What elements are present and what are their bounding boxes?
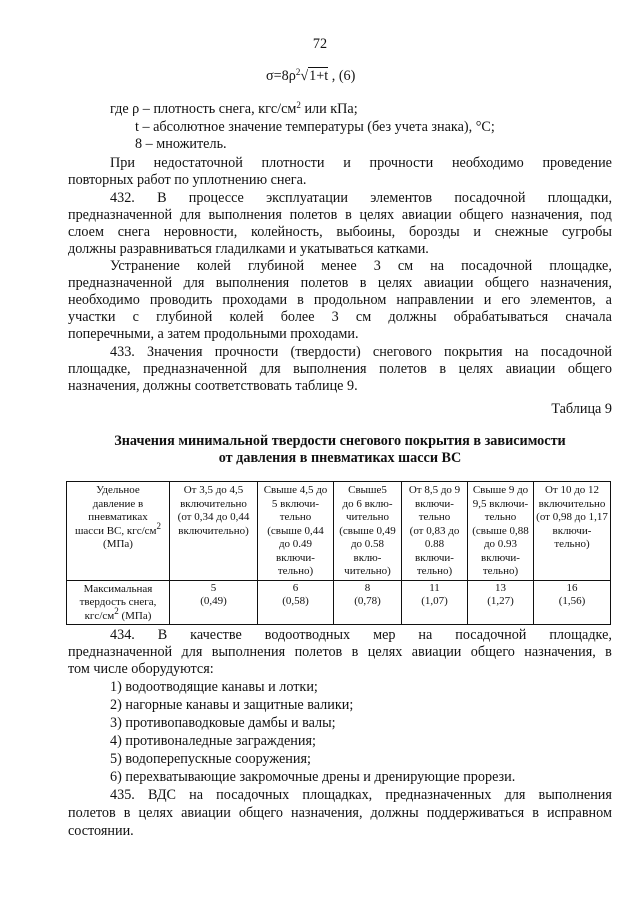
word: посадочной (454, 190, 526, 206)
hardness-col-3 (334, 580, 402, 625)
cell-line: включительно (538, 497, 606, 510)
where-line-2: t – абсолютное значение температуры (без учета знака), °С; (135, 119, 495, 135)
cell-line: (1,27) (487, 595, 514, 607)
cell-line: От 8,5 до 9 (408, 484, 461, 496)
cell-line: включи- (276, 551, 315, 564)
pressure-col-6 (534, 482, 611, 581)
word: полетов (289, 207, 338, 223)
list-item: 1) водоотводящие канавы и лотки; (110, 679, 318, 695)
p433-l3: назначения, должны соответствовать таблице 9. (68, 378, 358, 394)
cell-line: 16 (566, 581, 578, 594)
word: с (132, 309, 139, 325)
list-item: 2) нагорные канавы и защитные валики; (110, 697, 354, 713)
word: колей (196, 258, 231, 274)
header-line: давление в (92, 497, 144, 510)
cell-line: 5 (210, 581, 217, 594)
word: качестве (190, 627, 242, 643)
word: на (514, 344, 529, 360)
header-line: Максимальная (83, 582, 153, 595)
word: неровности, (163, 224, 238, 240)
word: сугробы (561, 224, 612, 240)
word: недостаточной (153, 155, 243, 171)
word: выполнения (293, 361, 367, 377)
word: 3 (331, 309, 339, 325)
word: 434. (110, 627, 135, 643)
word: общего (567, 361, 612, 377)
word: При (110, 155, 135, 171)
word: целях (138, 805, 174, 821)
word: назначения, (540, 275, 612, 291)
word: должны (370, 805, 419, 821)
word: предназначенной (68, 275, 173, 291)
word: для (179, 207, 201, 223)
word: колей (229, 309, 264, 325)
cell-line: тельно) (554, 538, 590, 550)
word: назначения, (511, 207, 583, 223)
word: направлении (396, 292, 474, 308)
word: необходимо (68, 292, 140, 308)
header-line: твердость снега, (79, 596, 157, 608)
cell-line: 8 (364, 581, 371, 594)
word: а (605, 292, 612, 308)
word: выполнения (211, 644, 286, 660)
hardness-col-6 (534, 580, 611, 625)
cell-line: Свыше 4,5 до (263, 484, 328, 496)
word: водоотводных (264, 627, 351, 643)
ruts-l2 (68, 275, 612, 292)
word: исправном (546, 805, 612, 821)
word: площадках, (302, 787, 373, 803)
cell-line: 11 (429, 581, 440, 594)
word: предназначенной (68, 207, 173, 223)
word: и (343, 155, 351, 171)
cell-line: (1,07) (421, 595, 448, 607)
cell-line: Свыше5 (348, 484, 387, 496)
hardness-col-5 (468, 580, 534, 625)
cell-line: Свыше 9 до (472, 484, 529, 496)
cell-line: чительно) (344, 565, 391, 577)
cell-line: до 6 вклю- (342, 497, 393, 510)
p435-l2 (68, 805, 612, 822)
word: выполнения (215, 275, 290, 291)
word: Значения (146, 344, 203, 360)
word: проведение (542, 155, 612, 171)
table-9 (66, 481, 611, 625)
cell-line: От 3,5 до 4,5 (183, 484, 244, 496)
word: покрытия (444, 344, 503, 360)
formula-6 (266, 68, 355, 85)
para-density-l1 (110, 155, 612, 172)
word: посадочной (461, 258, 533, 274)
word: плотности (261, 155, 325, 171)
word: в (359, 275, 367, 291)
word: предназначенных (385, 787, 492, 803)
word: общего (470, 644, 515, 660)
word: сначала (565, 309, 612, 325)
hardness-col-2 (258, 580, 334, 625)
row-header-pressure (67, 482, 170, 581)
cell-line: От 10 до 12 (544, 484, 600, 496)
word: в (439, 361, 447, 377)
word: целях (458, 361, 494, 377)
where-text: где ρ – плотность снега, кгс/см (110, 101, 297, 117)
cell-line: включи- (481, 551, 520, 564)
ruts-l1 (110, 258, 612, 275)
word: авиации (411, 644, 462, 660)
where-text-post: или кПа; (300, 101, 358, 117)
header-sup: 2 (114, 605, 119, 616)
word: предназначенной (68, 644, 173, 660)
para-density-l2: повторных работ по уплотнению снега. (68, 172, 307, 188)
table-title-2: от давления в пневматиках шасси ВС (218, 450, 462, 466)
cell-line: (от 0,83 до (409, 524, 460, 537)
cell-line: 6 (292, 581, 299, 594)
word: 432. (110, 190, 135, 206)
word: см (397, 258, 414, 274)
cell-line: (0,49) (200, 595, 227, 607)
cell-line: включительно) (178, 524, 249, 537)
pressure-col-2 (258, 482, 334, 581)
p434-l3: том числе оборудуются: (68, 661, 214, 677)
cell-line: включительно (180, 497, 247, 510)
word: предназначенной (143, 361, 248, 377)
word: и (473, 224, 481, 240)
word: продольном (313, 292, 387, 308)
word: участки (68, 309, 116, 325)
pressure-col-1 (170, 482, 258, 581)
p434-l1 (110, 627, 612, 644)
word: авиации (181, 805, 231, 821)
cell-line: 5 включи- (271, 497, 320, 510)
header-unit: кгс/см (84, 609, 115, 622)
cell-line: тельно) (277, 565, 314, 577)
word: посадочной (540, 344, 612, 360)
cell-line: (от 0,98 до 1,17 (536, 511, 608, 523)
p432-l4: должны разравниваться гладилками и укатываться катками. (68, 241, 429, 257)
word: элементов (370, 190, 433, 206)
hardness-col-4 (402, 580, 468, 625)
word: (твердости) (290, 344, 361, 360)
word: см (355, 309, 372, 325)
cell-line: тельно (484, 511, 517, 523)
cell-line: тельно) (482, 565, 519, 577)
table-title-1: Значения минимальной твердости снегового покрытия в зависимости (114, 433, 566, 449)
word: Устранение (110, 258, 180, 274)
word: авиации (401, 207, 452, 223)
word: назначения, (524, 644, 596, 660)
cell-line: тельно) (416, 565, 453, 577)
word: авиации (505, 361, 556, 377)
header-line: Удельное (96, 484, 140, 496)
word: 3 (373, 258, 381, 274)
cell-line: вклю- (353, 551, 382, 564)
where-line-1 (110, 101, 358, 118)
p432-l2 (68, 207, 612, 224)
word: в (123, 805, 131, 821)
formula-number: , (6) (328, 68, 356, 84)
word: назначения, (290, 805, 363, 821)
word: слоем (68, 224, 104, 240)
word: прочности (214, 344, 279, 360)
pressure-col-5 (468, 482, 534, 581)
word: площадки, (547, 190, 612, 206)
word: процессе (188, 190, 244, 206)
header-unit-post: (МПа) (118, 609, 152, 622)
word: обрабатываться (453, 309, 549, 325)
word: полетов (379, 361, 427, 377)
word: проводить (149, 292, 213, 308)
cell-line: 9,5 включи- (472, 497, 529, 510)
row-header-hardness (67, 580, 170, 625)
cell-line: 0.88 (424, 538, 445, 550)
cell-line: (0,58) (282, 595, 309, 607)
hardness-col-1 (170, 580, 258, 625)
cell-line: (свыше 0,88 (472, 524, 529, 537)
p433-l1 (110, 344, 612, 361)
cell-line: (свыше 0,49 (339, 524, 396, 537)
p433-l2 (68, 361, 612, 378)
word: посадочных (216, 787, 290, 803)
p434-l2 (68, 644, 612, 661)
cell-line: 13 (495, 581, 506, 594)
word: в (345, 207, 352, 223)
table-row-pressure (67, 482, 611, 581)
word: глубиной (247, 258, 305, 274)
word: площадке, (549, 627, 612, 643)
cell-line: чительно (345, 511, 389, 523)
formula-exponent: 2 (295, 67, 301, 77)
p432-l3 (68, 224, 612, 241)
word: полетов (68, 805, 116, 821)
word: глубиной (156, 309, 213, 325)
word: прочности (369, 155, 434, 171)
word: площадке, (68, 361, 131, 377)
word: полетов (294, 644, 343, 660)
word: для (183, 275, 205, 291)
ruts-l4 (68, 309, 612, 326)
header-line (67, 520, 169, 539)
cell-line: включи- (415, 551, 454, 564)
cell-line: включи- (415, 497, 454, 510)
formula-lhs: σ=8ρ (266, 68, 296, 84)
word: целях (367, 644, 403, 660)
word: на (430, 258, 445, 274)
word: для (259, 361, 281, 377)
cell-line: (0,78) (354, 595, 381, 607)
word: в (532, 805, 539, 821)
word: В (157, 627, 168, 643)
ruts-l3 (68, 292, 612, 309)
where-sup: 2 (296, 100, 301, 110)
page-number: 72 (312, 36, 328, 52)
word: в (351, 644, 359, 660)
header-unit: шасси ВС, кгс/см (74, 524, 157, 537)
header-line: пневматиках (88, 511, 148, 523)
word: площадке, (549, 258, 612, 274)
list-item: 3) противопаводковые дамбы и валы; (110, 715, 336, 731)
table-row-hardness (67, 580, 611, 625)
header-sup: 2 (156, 520, 162, 531)
word: полетов (300, 275, 349, 291)
header-line: (МПа) (103, 538, 133, 550)
cell-line: тельно (418, 511, 451, 523)
word: поддерживаться (426, 805, 525, 821)
word: выбоины, (336, 224, 396, 240)
list-item: 4) противоналедные заграждения; (110, 733, 316, 749)
pressure-col-4 (402, 482, 468, 581)
word: мер (373, 627, 396, 643)
word: борозды (409, 224, 460, 240)
cell-line: тельно (279, 511, 312, 523)
word: общего (238, 805, 283, 821)
where-line-3: 8 – множитель. (135, 136, 227, 152)
word: элементов, (530, 292, 596, 308)
word: снежные (494, 224, 549, 240)
word: более (280, 309, 315, 325)
word: на (189, 787, 204, 803)
word: эксплуатации (266, 190, 348, 206)
word: посадочной (455, 627, 527, 643)
word: снегового (372, 344, 432, 360)
word: для (504, 787, 526, 803)
word: для (181, 644, 203, 660)
word: целях (377, 275, 413, 291)
pressure-col-3 (334, 482, 402, 581)
word: выполнения (208, 207, 282, 223)
cell-line: включи- (552, 524, 592, 537)
list-item: 6) перехватывающие закромочные дрены и дренирующие прорези. (110, 769, 516, 785)
ruts-l5: поперечными, а затем продольными проходами. (68, 326, 359, 342)
formula-radicand: 1+t (309, 68, 329, 84)
cell-line: (1,56) (558, 595, 586, 607)
header-line (67, 605, 169, 624)
word: на (418, 627, 433, 643)
cell-line: до 0.93 (483, 538, 518, 550)
word: и (483, 292, 492, 308)
sqrt-sign: √ (300, 68, 309, 84)
word: под (590, 207, 612, 223)
word: общего (484, 275, 529, 291)
list-item: 5) водоперепускные сооружения; (110, 751, 311, 767)
word: 435. (110, 787, 135, 803)
word: общего (459, 207, 504, 223)
p435-l1 (110, 787, 612, 804)
table-label: Таблица 9 (551, 401, 612, 417)
word: выполнения (538, 787, 612, 803)
word: ВДС (147, 787, 177, 803)
word: в (297, 292, 304, 308)
word: проходами (222, 292, 288, 308)
cell-line: до 0.58 (350, 538, 385, 550)
word: снега (117, 224, 151, 240)
cell-line: (свыше 0,44 (267, 524, 324, 537)
word: должны (388, 309, 437, 325)
cell-line: (от 0,34 до 0,44 (177, 511, 250, 523)
word: необходимо (451, 155, 524, 171)
p432-l1 (110, 190, 612, 207)
word: колейность, (251, 224, 323, 240)
word: 433. (110, 344, 135, 360)
word: авиации (423, 275, 474, 291)
word: в (605, 644, 612, 660)
p435-l3: состоянии. (68, 823, 134, 839)
word: его (501, 292, 521, 308)
word: В (157, 190, 167, 206)
word: целях (359, 207, 395, 223)
word: менее (321, 258, 357, 274)
cell-line: до 0.49 (278, 538, 313, 550)
